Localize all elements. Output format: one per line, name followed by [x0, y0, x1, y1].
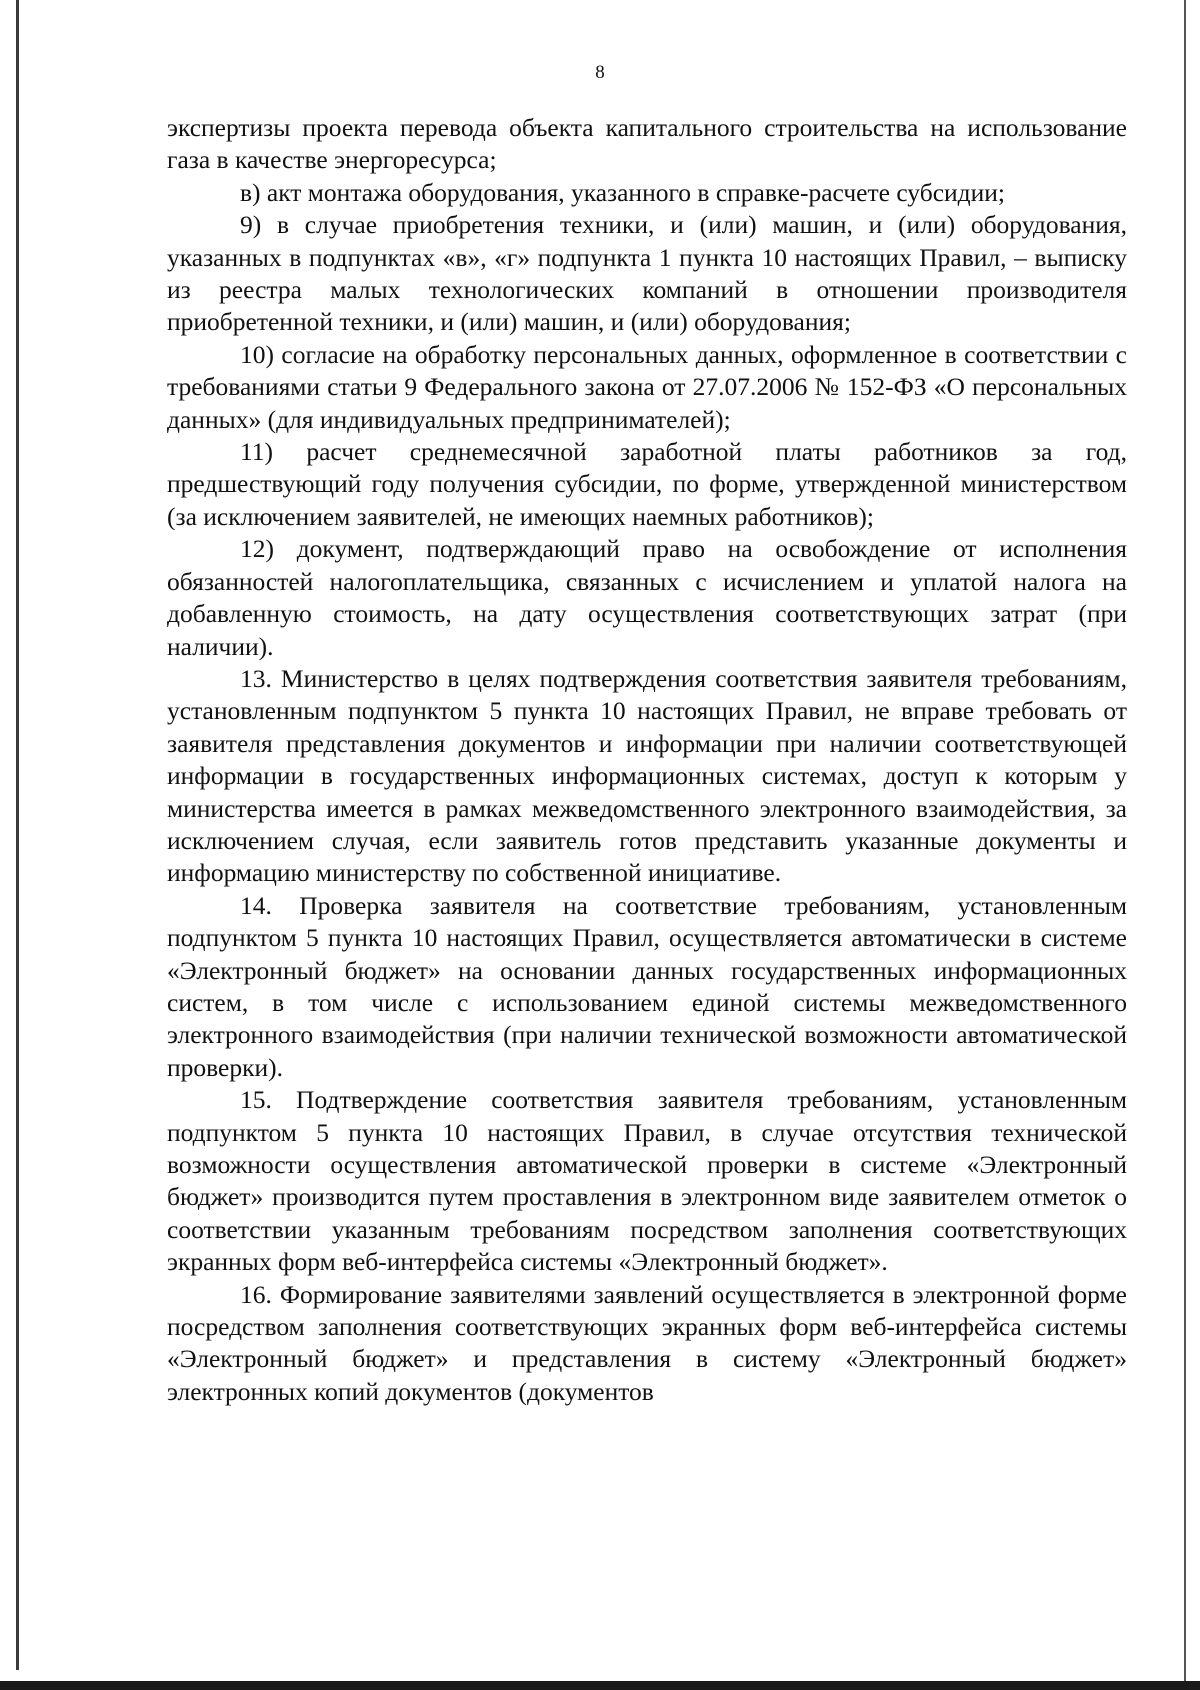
- paragraph-clause-13: 13. Министерство в целях подтверждения соответствия заявителя требованиям, установленным подпунктом 5 пункта 10 настоящих Правил, не вправе требовать от заявителя представления документов и информации при наличии соответствующей информации в государственных информационных системах, доступ к которым у министерства имеется в рамках межведомственного электронного взаимодействия, за исключением случая, если заявитель готов представить указанные документы и информацию министерству по собственной инициативе.: [167, 663, 1127, 888]
- page-number: 8: [595, 62, 605, 83]
- document-body: [167, 112, 1127, 1408]
- paragraph-continuation: экспертизы проекта перевода объекта капитального строительства на использование газа в качестве энергоресурса;: [167, 113, 1127, 175]
- scan-edge-right: [1184, 0, 1186, 1690]
- paragraph-item-10: 10) согласие на обработку персональных данных, оформленное в соответствии с требованиями статьи 9 Федерального закона от 27.07.2006 № 152-ФЗ «О персональных данных» (для индивидуальных предпринимателей);: [167, 339, 1127, 434]
- scan-edge-left: [16, 0, 19, 1670]
- paragraph-clause-16: 16. Формирование заявителями заявлений осуществляется в электронной форме посредством заполнения соответствующих экранных форм веб-интерфейса системы «Электронный бюджет» и представления в систему «Электронный бюджет» электронных копий документов (документов: [167, 1279, 1127, 1406]
- paragraph-item-11: 11) расчет среднемесячной заработной платы работников за год, предшествующий году получения субсидии, по форме, утвержденной министерством (за исключением заявителей, не имеющих наемных работников);: [167, 437, 1127, 531]
- paragraph-item-v: в) акт монтажа оборудования, указанного в справке-расчете субсидии;: [240, 177, 1006, 207]
- paragraph-item-12: 12) документ, подтверждающий право на освобождение от исполнения обязанностей налогоплательщика, связанных с исчислением и уплатой налога на добавленную стоимость, на дату осуществления соответствующих затрат (при наличии).: [167, 534, 1127, 661]
- paragraph-clause-15: 15. Подтверждение соответствия заявителя требованиям, установленным подпунктом 5 пункта 10 настоящих Правил, в случае отсутствия технической возможности осуществления автоматической проверки в системе «Электронный бюджет» производится путем проставления в электронном виде заявителем отметок о соответствии указанным требованиям посредством заполнения соответствующих экранных форм веб-интерфейса системы «Электронный бюджет».: [167, 1085, 1127, 1277]
- paragraph-clause-14: 14. Проверка заявителя на соответствие требованиям, установленным подпунктом 5 пункта 10 настоящих Правил, осуществляется автоматически в системе «Электронный бюджет» на основании данных государственных информационных систем, в том числе с использованием единой системы межведомственного электронного взаимодействия (при наличии технической возможности автоматической проверки).: [167, 890, 1127, 1082]
- paragraph-item-9: 9) в случае приобретения техники, и (или) машин, и (или) оборудования, указанных в подпунктах «в», «г» подпункта 1 пункта 10 настоящих Правил, – выписку из реестра малых технологических компаний в отношении производителя приобретенной техники, и (или) машин, и (или) оборудования;: [167, 210, 1127, 337]
- scan-edge-bottom: [0, 1681, 1200, 1690]
